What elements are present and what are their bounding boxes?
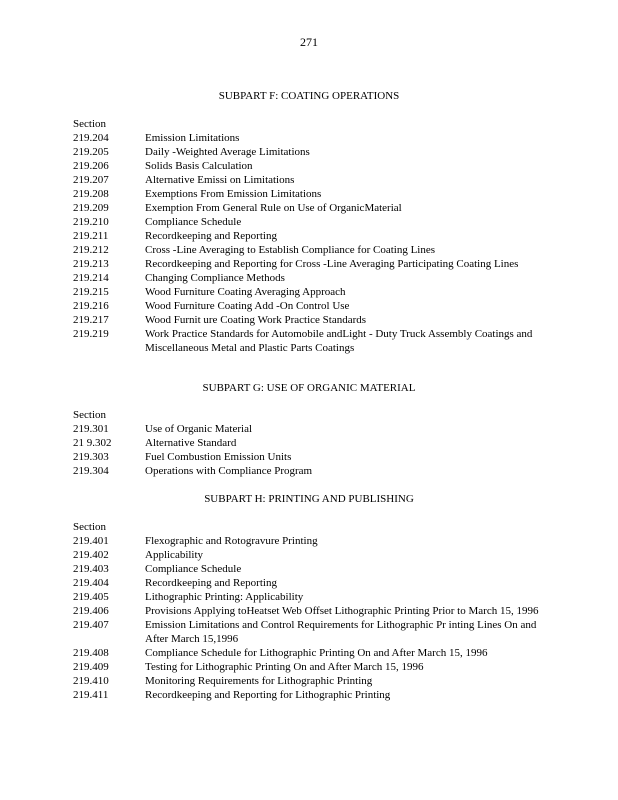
section-number: 219.410 xyxy=(73,675,109,687)
section-number: 219.402 xyxy=(73,549,109,561)
toc-entry xyxy=(73,173,543,187)
section-number: 219.204 xyxy=(73,132,109,144)
toc-entry xyxy=(73,215,543,229)
section-title: Exemptions From Emission Limitations xyxy=(145,188,322,200)
toc-entry xyxy=(73,464,543,478)
section-label-f: Section xyxy=(73,118,106,130)
section-title: Compliance Schedule xyxy=(145,216,242,228)
section-number: 219.304 xyxy=(73,465,109,477)
toc-entry xyxy=(73,271,543,285)
section-number: 219.207 xyxy=(73,174,109,186)
toc-entry xyxy=(73,604,543,618)
section-title: Recordkeeping and Reporting xyxy=(145,577,277,589)
section-title: Compliance Schedule for Lithographic Printing On and After March 15, 1996 xyxy=(145,647,488,659)
section-title: Testing for Lithographic Printing On and After March 15, 1996 xyxy=(145,661,424,673)
section-number: 219.206 xyxy=(73,160,109,172)
toc-entry xyxy=(73,590,543,604)
section-number: 219.211 xyxy=(73,230,109,242)
section-number: 219.219 xyxy=(73,328,109,340)
section-number: 219.209 xyxy=(73,202,109,214)
section-title: Alternative Emissi on Limitations xyxy=(145,174,295,186)
section-number: 219.409 xyxy=(73,661,109,673)
section-title: Alternative Standard xyxy=(145,437,237,449)
toc-entry xyxy=(73,422,543,436)
section-number: 219.411 xyxy=(73,689,109,701)
toc-entry xyxy=(73,576,543,590)
section-title: Operations with Compliance Program xyxy=(145,465,313,477)
section-number: 219.403 xyxy=(73,563,109,575)
toc-entry xyxy=(73,534,543,548)
section-title: Recordkeeping and Reporting for Cross -Line Averaging Participating Coating Lines xyxy=(145,258,519,270)
toc-entry xyxy=(73,327,543,355)
toc-entry xyxy=(73,285,543,299)
section-number: 219.214 xyxy=(73,272,109,284)
section-title: Solids Basis Calculation xyxy=(145,160,253,172)
section-number: 219.205 xyxy=(73,146,109,158)
section-number: 219.405 xyxy=(73,591,109,603)
toc-entry xyxy=(73,187,543,201)
toc-entry xyxy=(73,450,543,464)
toc-entry xyxy=(73,159,543,173)
toc-entry xyxy=(73,229,543,243)
section-title: Recordkeeping and Reporting for Lithographic Printing xyxy=(145,689,391,701)
subpart-f-heading: SUBPART F: COATING OPERATIONS xyxy=(218,90,400,102)
section-title: Wood Furniture Coating Averaging Approach xyxy=(145,286,346,298)
page-number: 271 xyxy=(300,35,318,49)
section-title: Use of Organic Material xyxy=(145,423,253,435)
section-number: 219.217 xyxy=(73,314,109,326)
toc-entry xyxy=(73,674,543,688)
subpart-h-list xyxy=(73,534,543,702)
section-title: Applicability xyxy=(145,549,204,561)
subpart-g-list xyxy=(73,422,543,478)
toc-entry xyxy=(73,618,543,646)
section-number: 219.303 xyxy=(73,451,109,463)
section-number: 219.208 xyxy=(73,188,109,200)
toc-entry xyxy=(73,646,543,660)
section-title: Recordkeeping and Reporting xyxy=(145,230,277,242)
toc-entry xyxy=(73,243,543,257)
section-title: Emission Limitations and Control Requirements for Lithographic Pr inting Lines On and After March 15,1996 xyxy=(145,619,537,645)
section-number: 219.301 xyxy=(73,423,109,435)
section-title: Cross -Line Averaging to Establish Compliance for Coating Lines xyxy=(145,244,436,256)
section-title: Lithographic Printing: Applicability xyxy=(145,591,304,603)
toc-entry xyxy=(73,131,543,145)
section-label-g: Section xyxy=(73,409,106,421)
section-number: 219.408 xyxy=(73,647,109,659)
section-number: 219.404 xyxy=(73,577,109,589)
section-number: 219.213 xyxy=(73,258,109,270)
section-number: 219.216 xyxy=(73,300,109,312)
toc-entry xyxy=(73,562,543,576)
toc-entry xyxy=(73,313,543,327)
section-title: Wood Furniture Coating Add -On Control Use xyxy=(145,300,350,312)
section-number: 219.215 xyxy=(73,286,109,298)
section-label-h: Section xyxy=(73,521,106,533)
section-title: Compliance Schedule xyxy=(145,563,242,575)
toc-entry xyxy=(73,299,543,313)
section-number: 219.406 xyxy=(73,605,109,617)
section-number: 219.401 xyxy=(73,535,109,547)
section-title: Monitoring Requirements for Lithographic Printing xyxy=(145,675,373,687)
toc-entry xyxy=(73,548,543,562)
toc-entry xyxy=(73,660,543,674)
section-number: 219.407 xyxy=(73,619,109,631)
toc-entry xyxy=(73,436,543,450)
section-number: 21 9.302 xyxy=(73,437,112,449)
section-title: Work Practice Standards for Automobile andLight - Duty Truck Assembly Coatings and Miscellaneous Metal and Plastic Parts Coatings xyxy=(145,328,533,354)
section-title: Fuel Combustion Emission Units xyxy=(145,451,292,463)
section-number: 219.210 xyxy=(73,216,109,228)
section-title: Provisions Applying toHeatset Web Offset Lithographic Printing Prior to March 15, 1996 xyxy=(145,605,539,617)
toc-entry xyxy=(73,201,543,215)
section-number: 219.212 xyxy=(73,244,109,256)
subpart-g-heading: SUBPART G: USE OF ORGANIC MATERIAL xyxy=(202,382,416,394)
section-title: Flexographic and Rotogravure Printing xyxy=(145,535,318,547)
toc-entry xyxy=(73,688,543,702)
section-title: Exemption From General Rule on Use of OrganicMaterial xyxy=(145,202,402,214)
toc-entry xyxy=(73,257,543,271)
subpart-h-heading: SUBPART H: PRINTING AND PUBLISHING xyxy=(204,493,414,505)
section-title: Daily -Weighted Average Limitations xyxy=(145,146,310,158)
toc-entry xyxy=(73,145,543,159)
subpart-f-list xyxy=(73,131,543,355)
section-title: Wood Furnit ure Coating Work Practice Standards xyxy=(145,314,367,326)
section-title: Emission Limitations xyxy=(145,132,240,144)
section-title: Changing Compliance Methods xyxy=(145,272,285,284)
